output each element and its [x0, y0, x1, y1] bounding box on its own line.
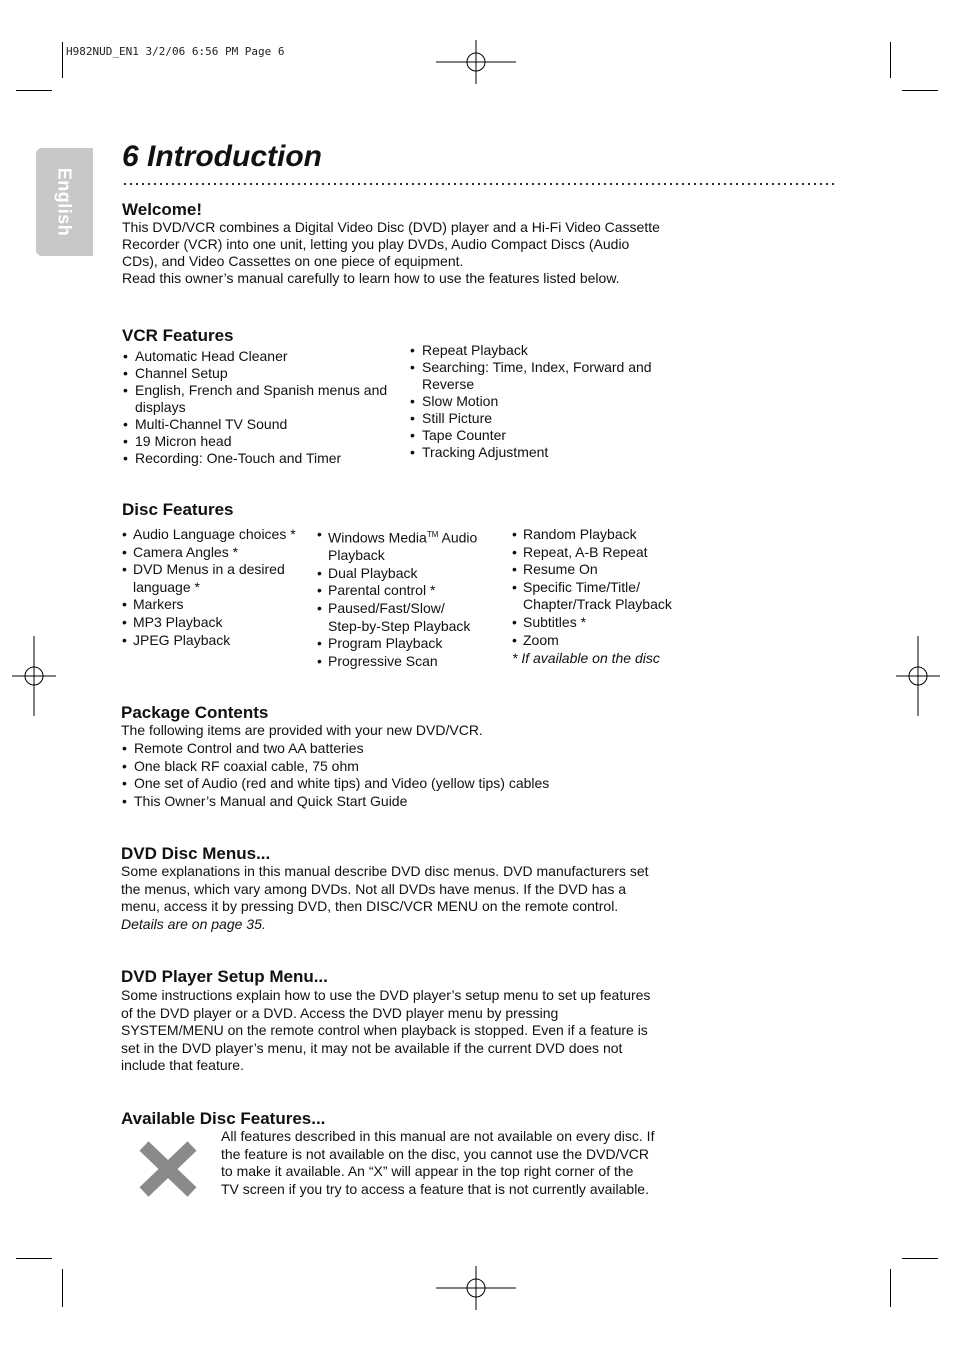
list-item: • Random Playback [512, 526, 702, 544]
continuation-text: language * [133, 578, 200, 595]
package-contents-heading: Package Contents [121, 703, 269, 722]
list-item-continuation [317, 547, 507, 565]
list-item-continuation [122, 399, 402, 416]
paragraph-line: menu, access it by pressing DVD, then DISC/VCR MENU on the remote control. [121, 898, 619, 915]
list-item: • MP3 Playback [122, 614, 307, 632]
list-item: • Repeat Playback [409, 342, 689, 359]
list-item: • Multi-Channel TV Sound [122, 416, 402, 433]
list-item: • Tape Counter [409, 427, 689, 444]
disc-features-col-1 [122, 526, 307, 649]
list-item: • Zoom [512, 632, 702, 650]
list-item: • Camera Angles * [122, 544, 307, 562]
list-item: • Resume On [512, 561, 702, 579]
paragraph-line: the menus, which vary among DVDs. Not all DVDs have menus. If the DVD has a [121, 880, 626, 897]
list-item: • This Owner’s Manual and Quick Start Guide [121, 793, 681, 811]
list-item: • Dual Playback [317, 565, 507, 583]
list-item-continuation [122, 579, 307, 597]
x-mark-icon [136, 1138, 200, 1200]
windows-media-text: Windows Media [328, 529, 427, 546]
list-item: • DVD Menus in a desired [122, 561, 307, 579]
dotted-rule [122, 182, 834, 186]
disc-features-col-2 [317, 526, 507, 670]
dvd-disc-menus-text [121, 863, 701, 933]
continuation-text: Playback [328, 547, 385, 564]
list-item: • Automatic Head Cleaner [122, 348, 402, 365]
paragraph-line: of the DVD player or a DVD. Access the DVD player menu by pressing [121, 1004, 559, 1021]
list-item: • One black RF coaxial cable, 75 ohm [121, 758, 681, 776]
welcome-line: CDs), and Video Cassettes on one piece of equipment. [122, 253, 464, 269]
list-item: • JPEG Playback [122, 632, 307, 650]
registration-mark-right [896, 636, 940, 716]
available-disc-features-text [221, 1128, 701, 1198]
welcome-text [122, 219, 722, 287]
paragraph-line: Some explanations in this manual describe DVD disc menus. DVD manufacturers set [121, 863, 649, 879]
disc-features-heading: Disc Features [122, 500, 234, 519]
list-item: • Searching: Time, Index, Forward and [409, 359, 689, 376]
continuation-text: Chapter/Track Playback [523, 596, 672, 613]
list-item: • Recording: One-Touch and Timer [122, 450, 402, 467]
details-reference: Details are on page 35. [121, 915, 266, 932]
printer-slug: H982NUD_EN1 3/2/06 6:56 PM Page 6 [66, 45, 285, 58]
paragraph-line: to make it available. An “X” will appear in the top right corner of the [221, 1163, 634, 1180]
paragraph-line: TV screen if you try to access a feature that is not currently available. [221, 1180, 649, 1197]
page-title: 6 Introduction [122, 140, 322, 173]
welcome-line: Recorder (VCR) into one unit, letting you play DVDs, Audio Compact Discs (Audio [122, 236, 630, 252]
package-intro: The following items are provided with your new DVD/VCR. [121, 722, 483, 738]
disc-footnote: * If available on the disc [512, 650, 660, 666]
paragraph-line: set in the DVD player’s menu, it may not be available if the current DVD does not [121, 1039, 623, 1056]
list-item-continuation [512, 596, 702, 614]
language-tab-label: English [54, 167, 75, 237]
language-tab [36, 148, 93, 256]
list-item: • Subtitles * [512, 614, 702, 632]
vcr-features-list-left [122, 348, 402, 467]
welcome-line: Read this owner’s manual carefully to learn how to use the features listed below. [122, 270, 620, 286]
continuation-text: Step-by-Step Playback [328, 617, 471, 634]
registration-mark-left [12, 636, 56, 716]
dvd-player-setup-menu-text [121, 987, 711, 1075]
list-item: • Audio Language choices * [122, 526, 307, 544]
trademark-mark: TM [426, 530, 439, 539]
list-item: • Program Playback [317, 635, 507, 653]
list-item: • Markers [122, 596, 307, 614]
list-item: • Tracking Adjustment [409, 444, 689, 461]
continuation-text: displays [135, 399, 186, 415]
list-item: • One set of Audio (red and white tips) and Video (yellow tips) cables [121, 775, 681, 793]
dvd-player-setup-menu-heading: DVD Player Setup Menu... [121, 967, 328, 986]
dvd-disc-menus-heading: DVD Disc Menus... [121, 844, 271, 863]
welcome-line: This DVD/VCR combines a Digital Video Disc (DVD) player and a Hi-Fi Video Cassette [122, 219, 660, 235]
continuation-text: Reverse [422, 376, 475, 392]
disc-features-col-3 [512, 526, 702, 649]
list-item [317, 526, 507, 547]
registration-mark-top [436, 40, 516, 84]
list-item: • Progressive Scan [317, 653, 507, 671]
package-contents-list [121, 740, 681, 810]
list-item: • Paused/Fast/Slow/ [317, 600, 507, 618]
registration-mark-bottom [436, 1266, 516, 1310]
vcr-features-heading: VCR Features [122, 326, 234, 345]
list-item: • Channel Setup [122, 365, 402, 382]
list-item: • Specific Time/Title/ [512, 579, 702, 597]
paragraph-line: include that feature. [121, 1057, 244, 1074]
list-item: • English, French and Spanish menus and [122, 382, 402, 399]
vcr-features-list-right [409, 342, 689, 461]
list-item-continuation [409, 376, 689, 393]
list-item: • Remote Control and two AA batteries [121, 740, 681, 758]
list-item: • Repeat, A-B Repeat [512, 544, 702, 562]
paragraph-line: the feature is not available on the disc, you cannot use the DVD/VCR [221, 1145, 650, 1162]
paragraph-line: All features described in this manual are not available on every disc. If [221, 1128, 655, 1144]
list-item: • 19 Micron head [122, 433, 402, 450]
paragraph-line: SYSTEM/MENU on the remote control when playback is stopped. Even if a feature is [121, 1022, 648, 1039]
available-disc-features-heading: Available Disc Features... [121, 1109, 326, 1128]
audio-word: Audio [438, 529, 478, 546]
list-item: • Parental control * [317, 582, 507, 600]
paragraph-line: Some instructions explain how to use the DVD player’s setup menu to set up features [121, 987, 651, 1003]
welcome-heading: Welcome! [122, 200, 202, 219]
list-item: • Still Picture [409, 410, 689, 427]
list-item-continuation [317, 618, 507, 636]
list-item: • Slow Motion [409, 393, 689, 410]
